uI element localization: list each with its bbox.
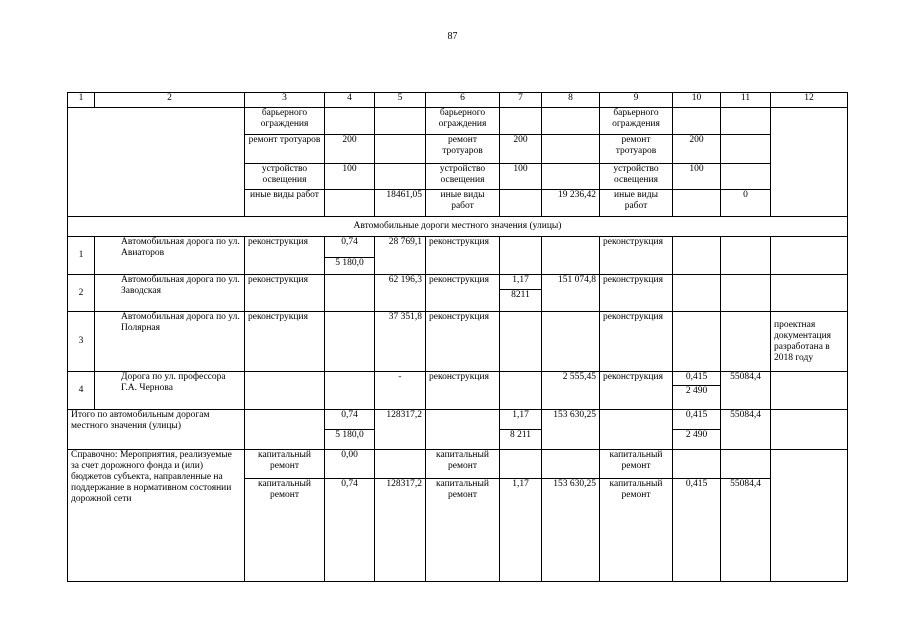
value-cell: 0,74: [325, 479, 375, 582]
empty-cell: [542, 164, 600, 190]
work-type-cell: реконструкция: [600, 237, 673, 275]
table-row: [68, 237, 848, 258]
empty-cell: [673, 275, 721, 312]
empty-cell: [721, 164, 771, 190]
value-cell: 0,00: [325, 450, 375, 479]
empty-cell: [325, 275, 375, 312]
value-cell: 200: [500, 135, 542, 164]
table-row: [68, 312, 848, 372]
empty-cell: [771, 410, 848, 450]
work-type-cell: иные виды работ: [600, 190, 673, 217]
header-cell: 3: [245, 93, 325, 108]
work-type-cell: ремонт тротуаров: [600, 135, 673, 164]
value-cell: 0,74: [325, 410, 375, 430]
work-type-cell: устройство освещения: [600, 164, 673, 190]
header-cell: 8: [542, 93, 600, 108]
empty-cell: [721, 135, 771, 164]
value-cell: -: [375, 372, 426, 410]
work-type-cell: иные виды работ: [426, 190, 500, 217]
value-cell: 151 074,8: [542, 275, 600, 312]
value-cell: 100: [500, 164, 542, 190]
value-cell: 55084,4: [721, 410, 771, 450]
work-type-cell: капитальный ремонт: [426, 479, 500, 582]
empty-cell: [542, 135, 600, 164]
value-cell: 153 630,25: [542, 479, 600, 582]
value-cell: 128317,2: [375, 479, 426, 582]
value-cell: 8 211: [500, 430, 542, 450]
empty-cell: [68, 108, 245, 217]
header-cell: 1: [68, 93, 95, 108]
work-type-cell: барьерного ограждения: [245, 108, 325, 135]
row-number: 3: [68, 312, 95, 372]
empty-cell: [375, 135, 426, 164]
work-type-cell: капитальный ремонт: [426, 450, 500, 479]
value-cell: 0: [721, 190, 771, 217]
empty-cell: [325, 190, 375, 217]
work-type-cell: реконструкция: [245, 237, 325, 275]
row-number: 4: [68, 372, 95, 410]
value-cell: 2 555,45: [542, 372, 600, 410]
header-cell: 4: [325, 93, 375, 108]
empty-cell: [500, 108, 542, 135]
work-type-cell: устройство освещения: [245, 164, 325, 190]
empty-cell: [542, 450, 600, 479]
value-cell: 1,17: [500, 275, 542, 290]
value-cell: 0,415: [673, 479, 721, 582]
empty-cell: [245, 410, 325, 450]
value-cell: 55084,4: [721, 479, 771, 582]
value-cell: 1,17: [500, 479, 542, 582]
value-cell: 100: [325, 164, 375, 190]
value-cell: 128317,2: [375, 410, 426, 450]
empty-cell: [721, 275, 771, 312]
empty-cell: [542, 312, 600, 372]
empty-cell: [500, 312, 542, 372]
header-cell: 12: [771, 93, 848, 108]
road-name: Автомобильная дорога по ул. Заводская: [95, 275, 245, 312]
work-type-cell: реконструкция: [245, 275, 325, 312]
empty-cell: [500, 190, 542, 217]
empty-cell: [500, 237, 542, 275]
row-number: 1: [68, 237, 95, 275]
work-type-cell: реконструкция: [426, 312, 500, 372]
value-cell: 2 490: [673, 386, 721, 410]
work-type-cell: капитальный ремонт: [600, 450, 673, 479]
empty-cell: [673, 312, 721, 372]
empty-cell: [771, 237, 848, 275]
empty-cell: [542, 237, 600, 275]
work-type-cell: капитальный ремонт: [245, 450, 325, 479]
empty-cell: [771, 108, 848, 217]
road-name: Автомобильная дорога по ул. Авиаторов: [95, 237, 245, 275]
value-cell: 62 196,3: [375, 275, 426, 312]
empty-cell: [500, 372, 542, 410]
section-title-row: [68, 217, 848, 237]
empty-cell: [721, 312, 771, 372]
table-row: [68, 275, 848, 290]
page-number: 87: [447, 31, 458, 42]
value-cell: 1,17: [500, 410, 542, 430]
value-cell: 5 180,0: [325, 430, 375, 450]
empty-cell: [375, 108, 426, 135]
work-type-cell: реконструкция: [426, 372, 500, 410]
value-cell: 8211: [500, 290, 542, 312]
work-type-cell: реконструкция: [600, 275, 673, 312]
empty-cell: [673, 108, 721, 135]
work-type-cell: реконструкция: [245, 312, 325, 372]
empty-cell: [325, 108, 375, 135]
value-cell: 5 180,0: [325, 258, 375, 275]
header-cell: 5: [375, 93, 426, 108]
empty-cell: [542, 108, 600, 135]
work-type-cell: ремонт тротуаров: [426, 135, 500, 164]
total-label: Итого по автомобильным дорогам местного значения (улицы): [68, 410, 245, 450]
reference-row: [68, 450, 848, 479]
work-type-cell: капитальный ремонт: [600, 479, 673, 582]
section-title: Автомобильные дороги местного значения (улицы): [68, 217, 848, 237]
header-cell: 2: [95, 93, 245, 108]
value-cell: 19 236,42: [542, 190, 600, 217]
note-cell: проектная документация разработана в 2018 году: [771, 312, 848, 372]
value-cell: 2 490: [673, 430, 721, 450]
empty-cell: [721, 450, 771, 479]
empty-cell: [673, 237, 721, 275]
empty-cell: [245, 372, 325, 410]
value-cell: 18461,05: [375, 190, 426, 217]
table-row: [68, 372, 848, 386]
empty-cell: [426, 410, 500, 450]
header-cell: 7: [500, 93, 542, 108]
road-works-table: [67, 92, 848, 582]
value-cell: 200: [325, 135, 375, 164]
road-name: Дорога по ул. профессора Г.А. Чернова: [95, 372, 245, 410]
work-type-cell: реконструкция: [426, 275, 500, 312]
value-cell: 200: [673, 135, 721, 164]
empty-cell: [673, 190, 721, 217]
value-cell: 153 630,25: [542, 410, 600, 450]
header-cell: 9: [600, 93, 673, 108]
value-cell: 37 351,8: [375, 312, 426, 372]
row-number: 2: [68, 275, 95, 312]
empty-cell: [325, 372, 375, 410]
reference-label: Справочно: Мероприятия, реализуемые за счет дорожного фонда и (или) бюджетов субъекта, направленные на поддержание в нормативном состоянии дорожной сети: [68, 450, 245, 582]
empty-cell: [375, 164, 426, 190]
empty-cell: [771, 275, 848, 312]
header-cell: 6: [426, 93, 500, 108]
empty-cell: [673, 450, 721, 479]
work-type-cell: реконструкция: [600, 372, 673, 410]
work-type-cell: ремонт тротуаров: [245, 135, 325, 164]
empty-cell: [325, 312, 375, 372]
road-name: Автомобильная дорога по ул. Полярная: [95, 312, 245, 372]
value-cell: 100: [673, 164, 721, 190]
total-row: [68, 410, 848, 430]
value-cell: 28 769,1: [375, 237, 426, 275]
empty-cell: [721, 237, 771, 275]
work-type-cell: капитальный ремонт: [245, 479, 325, 582]
work-type-cell: барьерного ограждения: [426, 108, 500, 135]
work-type-cell: устройство освещения: [426, 164, 500, 190]
value-cell: 0,74: [325, 237, 375, 258]
empty-cell: [771, 372, 848, 410]
header-row: [68, 93, 848, 108]
header-cell: 11: [721, 93, 771, 108]
empty-cell: [721, 108, 771, 135]
table-row: [68, 108, 848, 135]
empty-cell: [500, 450, 542, 479]
value-cell: 0,415: [673, 410, 721, 430]
value-cell: 55084,4: [721, 372, 771, 410]
empty-cell: [375, 450, 426, 479]
work-type-cell: реконструкция: [600, 312, 673, 372]
work-type-cell: иные виды работ: [245, 190, 325, 217]
empty-cell: [600, 410, 673, 450]
work-type-cell: реконструкция: [426, 237, 500, 275]
empty-cell: [771, 450, 848, 582]
header-cell: 10: [673, 93, 721, 108]
value-cell: 0,415: [673, 372, 721, 386]
work-type-cell: барьерного ограждения: [600, 108, 673, 135]
